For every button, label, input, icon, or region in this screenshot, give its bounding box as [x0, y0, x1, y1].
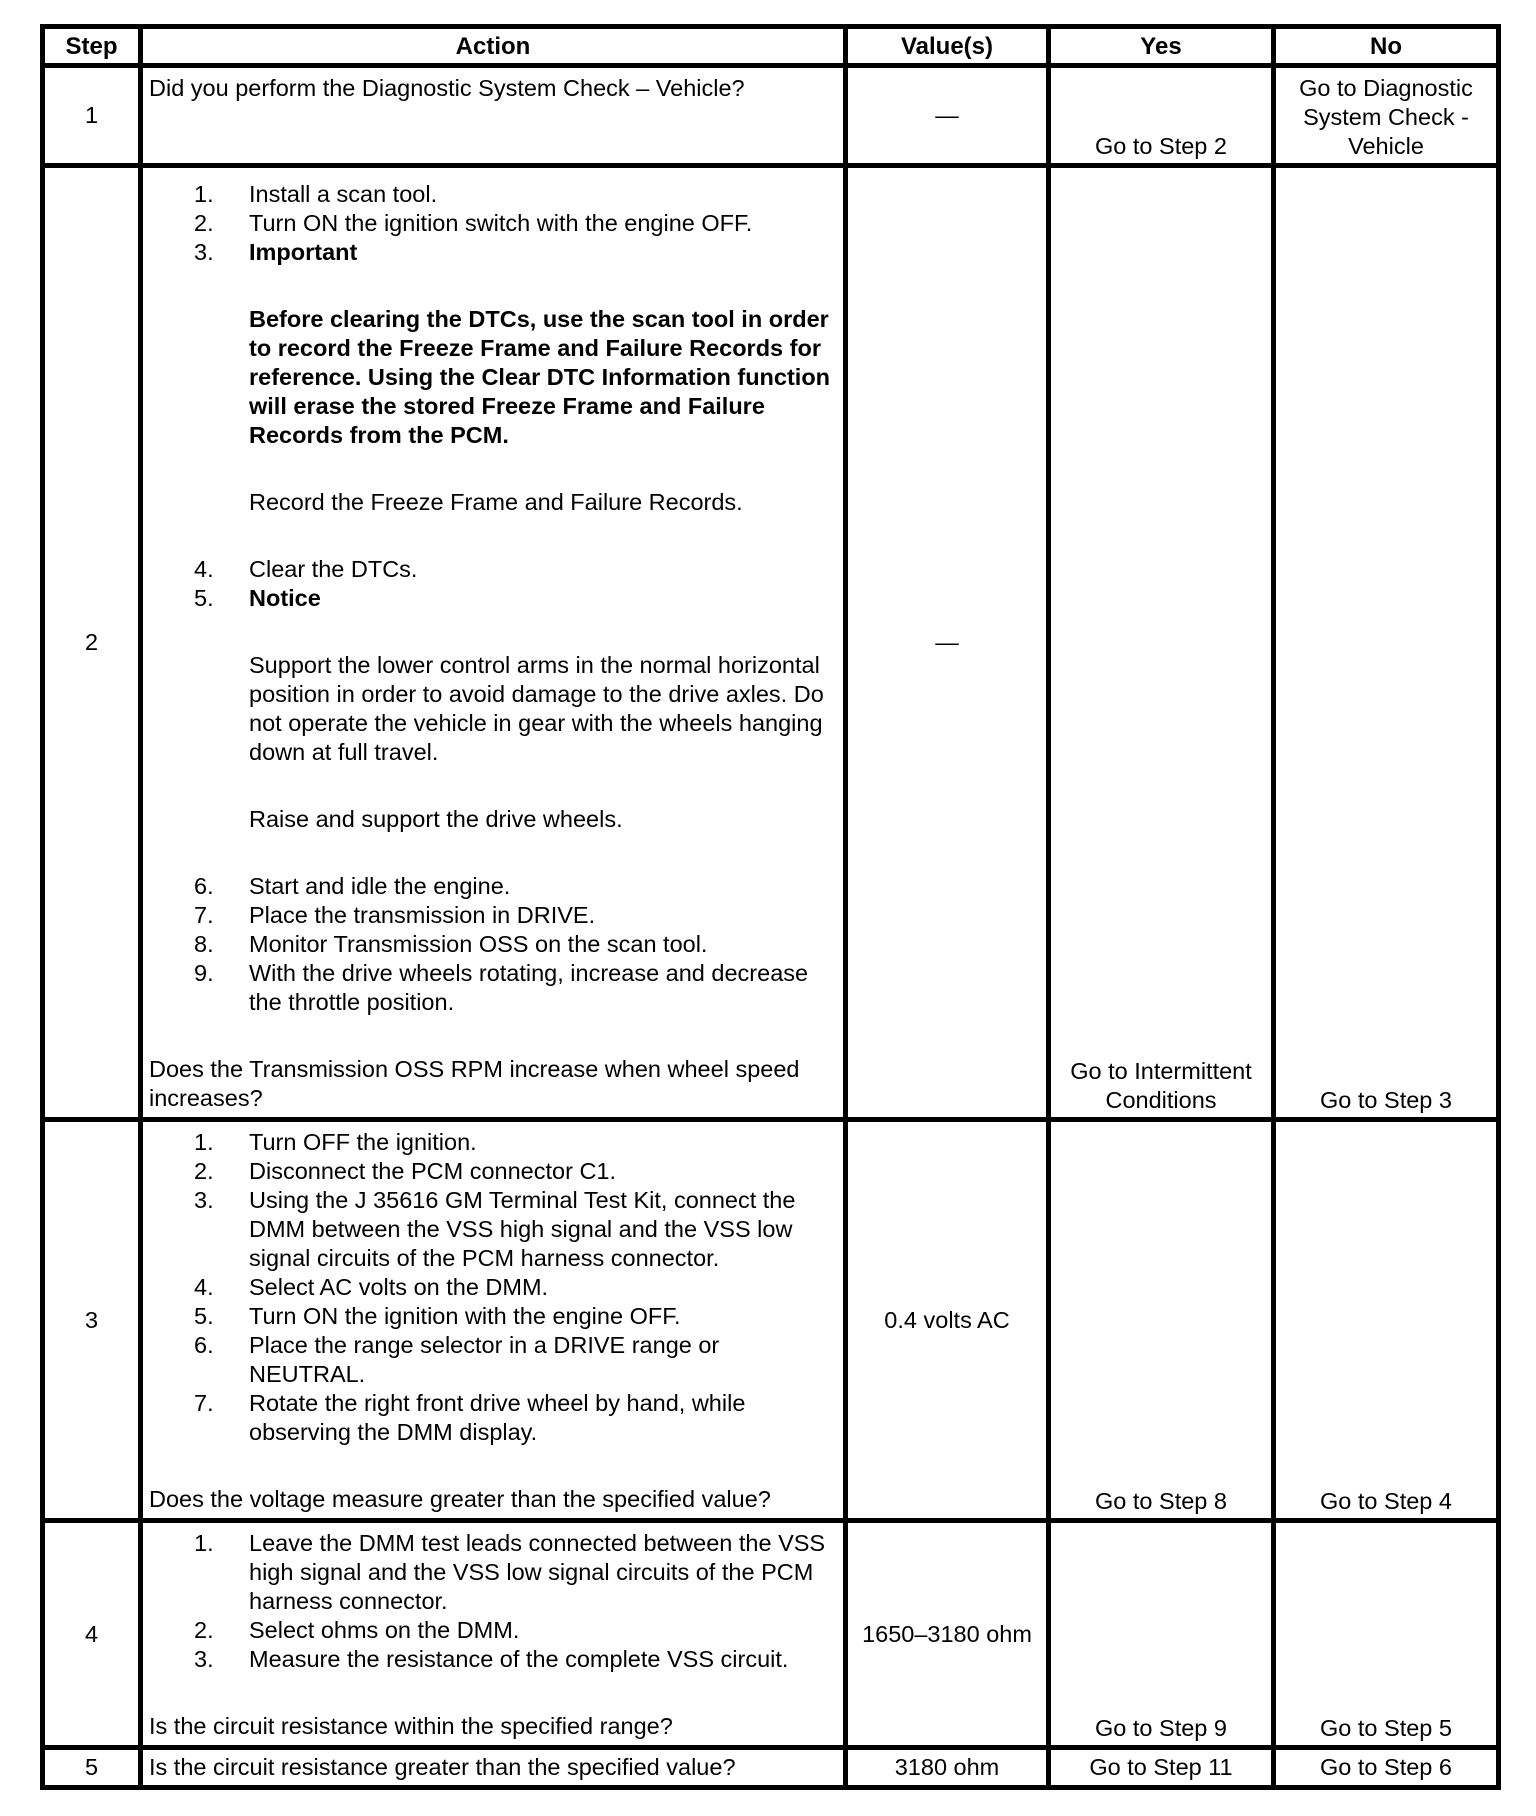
header-action: Action: [141, 27, 846, 66]
item-text: Select AC volts on the DMM.: [249, 1274, 549, 1300]
notice-followup: Raise and support the drive wheels.: [249, 806, 623, 832]
list-item: [149, 1616, 833, 1645]
list-item: [149, 209, 833, 238]
item-text: Turn ON the ignition with the engine OFF.: [249, 1303, 681, 1329]
list-item: [149, 901, 833, 930]
header-row: [43, 27, 1499, 66]
step-number: 4: [43, 1521, 141, 1748]
step-number: 1: [43, 66, 141, 166]
item-text: Using the J 35616 GM Terminal Test Kit, connect the DMM between the VSS high signal and the VSS low signal circuits of the PCM harness connector.: [249, 1187, 796, 1271]
yes-cell: Go to Intermittent Conditions: [1049, 166, 1274, 1120]
header-step: Step: [43, 27, 141, 66]
item-number: 7.: [194, 902, 214, 928]
item-number: 7.: [194, 1390, 214, 1416]
item-number: 2.: [194, 1158, 214, 1184]
yes-cell: Go to Step 2: [1049, 66, 1274, 166]
notice-note: Support the lower control arms in the normal horizontal position in order to avoid damage to the drive axles. Do not operate the vehicle in gear with the wheels hanging down at full travel.: [249, 652, 824, 765]
item-text: Turn ON the ignition switch with the engine OFF.: [249, 210, 753, 236]
list-item: [149, 1273, 833, 1302]
item-text: Measure the resistance of the complete VSS circuit.: [249, 1646, 789, 1672]
value-cell: 0.4 volts AC: [846, 1120, 1049, 1521]
diagnostic-table: [40, 24, 1501, 1790]
list-item: [149, 180, 833, 209]
list-item: [149, 584, 833, 613]
no-cell: Go to Diagnostic System Check - Vehicle: [1274, 66, 1499, 166]
question-text: Does the voltage measure greater than the specified value?: [149, 1486, 771, 1512]
item-text: Disconnect the PCM connector C1.: [249, 1158, 617, 1184]
item-number: 1.: [194, 1129, 214, 1155]
item-number: 9.: [194, 960, 214, 986]
list-item: [149, 1389, 833, 1447]
action-cell: [141, 1748, 846, 1788]
table-row-step-4: [43, 1521, 1499, 1748]
list-item: [149, 555, 833, 584]
item-text: Notice: [249, 585, 321, 611]
item-number: 5.: [194, 585, 214, 611]
item-text: Turn OFF the ignition.: [249, 1129, 477, 1155]
action-cell: [141, 1521, 846, 1748]
item-number: 2.: [194, 1617, 214, 1643]
question-text: Is the circuit resistance within the specified range?: [149, 1713, 673, 1739]
list-item: [149, 1302, 833, 1331]
value-cell: —: [846, 166, 1049, 1120]
item-number: 5.: [194, 1303, 214, 1329]
step-number: 3: [43, 1120, 141, 1521]
step-number: 2: [43, 166, 141, 1120]
important-note: Before clearing the DTCs, use the scan tool in order to record the Freeze Frame and Failure Records for reference. Using the Clear DTC Information function will erase the stored Freeze Frame and Failure Records from the PCM.: [249, 306, 831, 448]
item-text: With the drive wheels rotating, increase and decrease the throttle position.: [249, 960, 809, 1015]
item-text: Select ohms on the DMM.: [249, 1617, 520, 1643]
item-number: 3.: [194, 239, 214, 265]
item-number: 6.: [194, 873, 214, 899]
no-cell: Go to Step 4: [1274, 1120, 1499, 1521]
header-yes: Yes: [1049, 27, 1274, 66]
item-text: Important: [249, 239, 358, 265]
question-text: Did you perform the Diagnostic System Check – Vehicle?: [149, 75, 745, 101]
item-number: 3.: [194, 1646, 214, 1672]
item-number: 8.: [194, 931, 214, 957]
question-text: Is the circuit resistance greater than the specified value?: [149, 1754, 736, 1780]
item-text: Start and idle the engine.: [249, 873, 511, 899]
header-values: Value(s): [846, 27, 1049, 66]
item-number: 6.: [194, 1332, 214, 1358]
question-text: Does the Transmission OSS RPM increase when wheel speed increases?: [149, 1056, 800, 1111]
action-list: [149, 1128, 833, 1447]
action-cell: [141, 66, 846, 166]
action-list: [149, 872, 833, 1017]
item-text: Rotate the right front drive wheel by hand, while observing the DMM display.: [249, 1390, 746, 1445]
item-number: 3.: [194, 1187, 214, 1213]
list-item: [149, 1128, 833, 1157]
value-cell: 1650–3180 ohm: [846, 1521, 1049, 1748]
action-list: [149, 555, 833, 613]
table-row-step-5: [43, 1748, 1499, 1788]
item-number: 2.: [194, 210, 214, 236]
item-text: Leave the DMM test leads connected between the VSS high signal and the VSS low signal circuits of the PCM harness connector.: [249, 1530, 826, 1614]
list-item: [149, 930, 833, 959]
yes-cell: Go to Step 9: [1049, 1521, 1274, 1748]
yes-cell: Go to Step 11: [1049, 1748, 1274, 1788]
action-list: [149, 180, 833, 267]
item-number: 1.: [194, 181, 214, 207]
table-row-step-3: [43, 1120, 1499, 1521]
value-cell: 3180 ohm: [846, 1748, 1049, 1788]
item-number: 1.: [194, 1530, 214, 1556]
list-item: [149, 1529, 833, 1616]
table-row-step-2: [43, 166, 1499, 1120]
item-text: Monitor Transmission OSS on the scan tool.: [249, 931, 708, 957]
list-item: [149, 1645, 833, 1674]
item-number: 4.: [194, 1274, 214, 1300]
no-cell: Go to Step 5: [1274, 1521, 1499, 1748]
no-cell: Go to Step 6: [1274, 1748, 1499, 1788]
list-item: [149, 1157, 833, 1186]
list-item: [149, 1331, 833, 1389]
item-number: 4.: [194, 556, 214, 582]
step-number: 5: [43, 1748, 141, 1788]
item-text: Clear the DTCs.: [249, 556, 418, 582]
item-text: Place the transmission in DRIVE.: [249, 902, 596, 928]
no-cell: Go to Step 3: [1274, 166, 1499, 1120]
list-item: [149, 959, 833, 1017]
action-cell: [141, 1120, 846, 1521]
list-item: [149, 1186, 833, 1273]
list-item: [149, 872, 833, 901]
item-text: Install a scan tool.: [249, 181, 438, 207]
item-text: Place the range selector in a DRIVE range or NEUTRAL.: [249, 1332, 720, 1387]
yes-cell: Go to Step 8: [1049, 1120, 1274, 1521]
important-followup: Record the Freeze Frame and Failure Records.: [249, 489, 743, 515]
table-row-step-1: [43, 66, 1499, 166]
header-no: No: [1274, 27, 1499, 66]
action-cell: [141, 166, 846, 1120]
value-cell: —: [846, 66, 1049, 166]
action-list: [149, 1529, 833, 1674]
list-item: [149, 238, 833, 267]
